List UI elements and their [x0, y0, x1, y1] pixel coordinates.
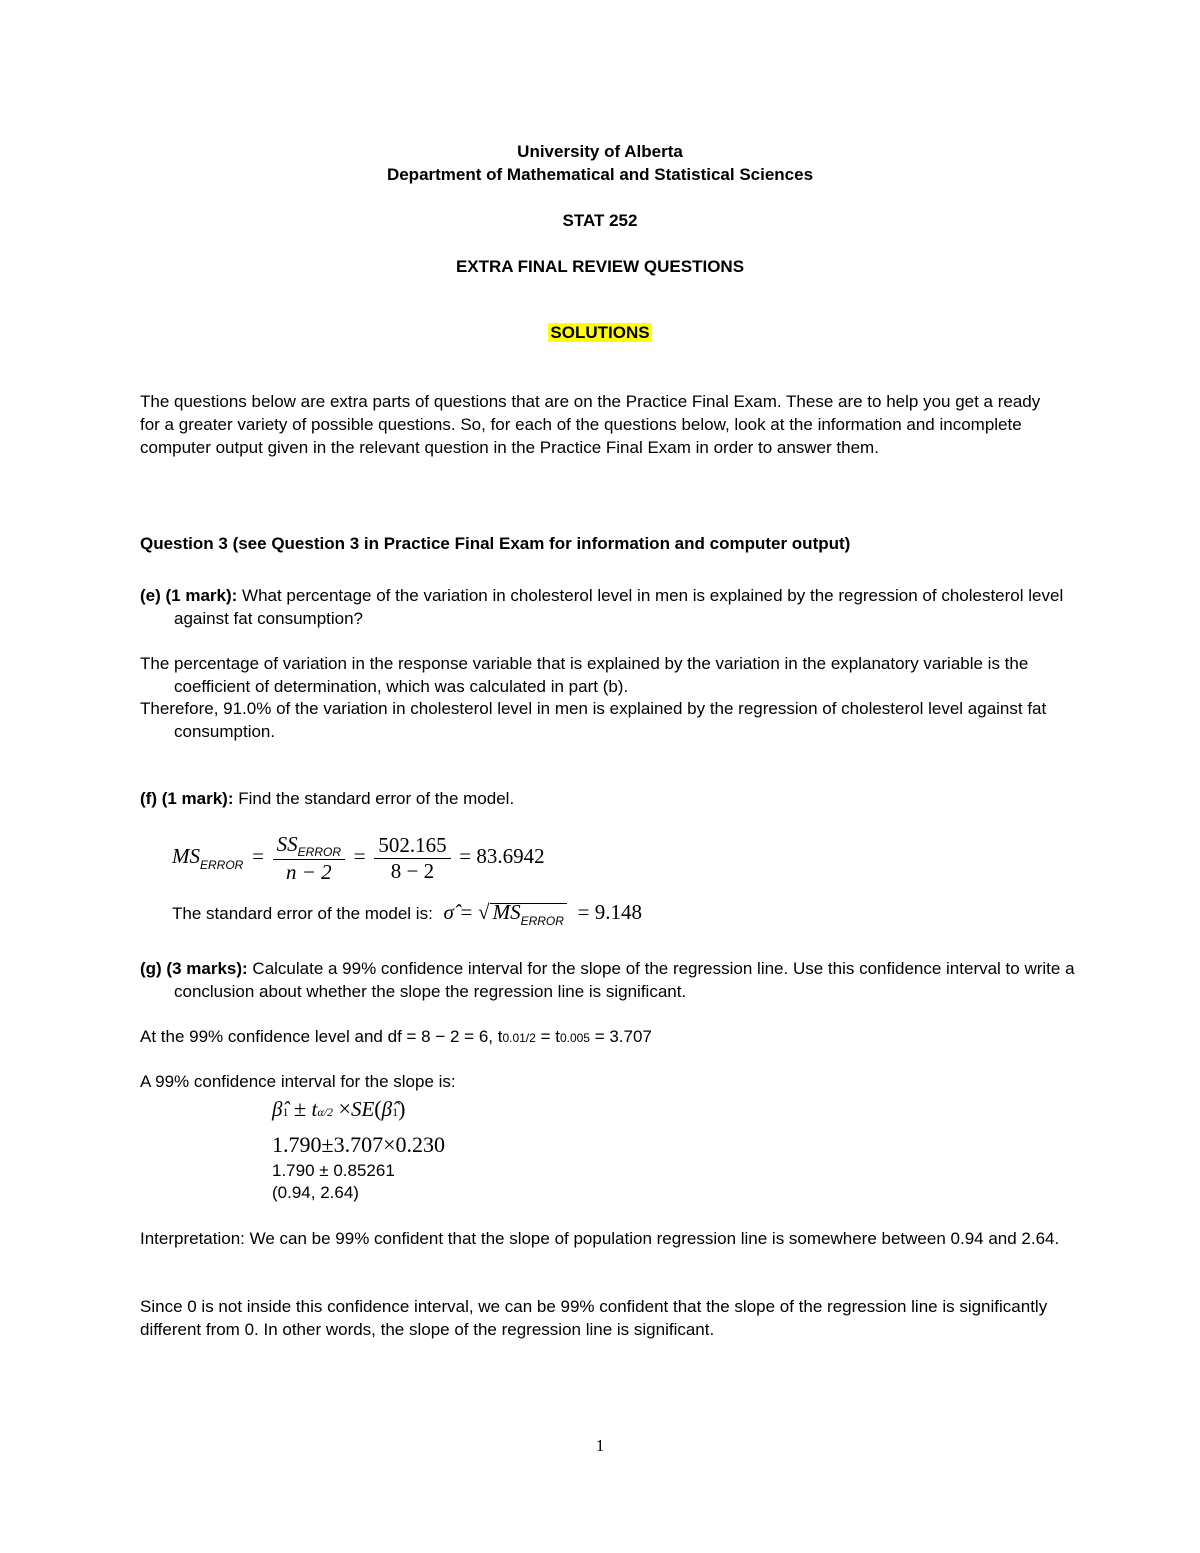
- part-e-answer-2: Therefore, 91.0% of the variation in cholesterol level in men is explained by the regression of cholesterol level against fat consumption.: [140, 699, 1047, 741]
- ss-subscript: ERROR: [297, 845, 341, 859]
- df-text-a: At the 99% confidence level and df = 8 − 2 = 6, t: [140, 1027, 503, 1046]
- df-text-b: = t: [535, 1027, 560, 1046]
- document-title: EXTRA FINAL REVIEW QUESTIONS: [455, 257, 745, 276]
- se-paren-close: ): [398, 1096, 406, 1121]
- interpretation-paragraph: Interpretation: We can be 99% confident that the slope of population regression line is somewhere between 0.94 and 2.64.: [140, 1229, 1060, 1248]
- se-result: = 9.148: [577, 900, 642, 924]
- part-e-label: (e) (1 mark):: [140, 586, 238, 605]
- course-code: STAT 252: [562, 211, 638, 230]
- beta-hat-2: β̂: [381, 1097, 393, 1121]
- part-g-question: [140, 957, 1094, 1003]
- sqrt-sign: √: [478, 900, 490, 924]
- equals-sign: =: [252, 843, 264, 868]
- sqrt-radicand: [490, 900, 567, 928]
- t-symbol: t: [311, 1097, 318, 1121]
- beta-sub-1: 1: [282, 1105, 289, 1119]
- ci-calc-2: 1.790 ± 0.85261: [272, 1161, 395, 1180]
- ms-symbol-2: MS: [492, 900, 521, 924]
- alpha-half: α/2: [317, 1105, 334, 1119]
- ms-subscript: ERROR: [200, 857, 244, 872]
- ms-subscript-2: ERROR: [520, 914, 564, 928]
- university-name: University of Alberta: [517, 142, 683, 161]
- part-f-label: (f) (1 mark):: [140, 789, 234, 808]
- page-number: 1: [595, 1436, 605, 1455]
- sigma-hat: σ̂ =: [443, 900, 474, 924]
- ci-intro: A 99% confidence interval for the slope is:: [140, 1072, 456, 1091]
- beta-sub-2: 1: [392, 1105, 399, 1119]
- ms-result: = 83.6942: [459, 843, 545, 868]
- part-f-question: [140, 787, 1060, 810]
- part-g-text: Calculate a 99% confidence interval for the slope of the regression line. Use this confidence interval to write a conclusion about whether the slope the regression line is significant.: [174, 959, 1075, 1001]
- df-text-c: = 3.707: [589, 1027, 652, 1046]
- ss-symbol: SS: [276, 832, 298, 856]
- part-e-question: [140, 584, 1094, 630]
- se-paren: (: [374, 1096, 382, 1121]
- fraction-denominator-2: 8 − 2: [374, 858, 450, 884]
- solutions-label: [0, 323, 1200, 343]
- department-name: Department of Mathematical and Statistical Sciences: [386, 165, 814, 184]
- plus-minus: ±: [293, 1096, 312, 1121]
- t-subscript-2: 0.005: [559, 1031, 590, 1045]
- intro-paragraph: The questions below are extra parts of questions that are on the Practice Final Exam. These are to help you get a ready for a greater variety of possible questions. So, for each of the questions below, look at the information and incomplete computer output given in the relevant question in the Practice Final Exam in order to answer them.: [140, 392, 1041, 457]
- solutions-highlight: SOLUTIONS: [550, 323, 650, 342]
- numeric-fraction: [374, 833, 450, 884]
- times-se: ×: [338, 1096, 351, 1121]
- ci-formula: [272, 1096, 405, 1122]
- fraction-denominator-1: n − 2: [273, 859, 345, 885]
- equals-sign-2: =: [353, 843, 366, 868]
- fraction-numerator-2: 502.165: [378, 833, 447, 857]
- conclusion-paragraph: Since 0 is not inside this confidence interval, we can be 99% confident that the slope of the regression line is significantly different from 0. In other words, the slope of the regression line is significant.: [140, 1297, 1048, 1339]
- question-3-heading: Question 3 (see Question 3 in Practice Final Exam for information and computer output): [140, 534, 851, 553]
- part-e-answer-1: The percentage of variation in the response variable that is explained by the variation in the explanatory variable is the coefficient of determination, which was calculated in part (b).: [140, 654, 1029, 696]
- part-g-label: (g) (3 marks):: [140, 959, 248, 978]
- standard-error-line: [172, 900, 642, 928]
- ci-calc-3: (0.94, 2.64): [272, 1183, 359, 1202]
- se-symbol: SE: [350, 1097, 375, 1121]
- part-f-text: Find the standard error of the model.: [233, 789, 515, 808]
- t-subscript-1: 0.01/2: [502, 1031, 536, 1045]
- beta-hat-1: β̂: [272, 1097, 283, 1121]
- ms-symbol: MS: [172, 843, 200, 868]
- se-text: The standard error of the model is:: [172, 904, 433, 923]
- ss-fraction: [273, 832, 345, 885]
- ms-error-equation: [172, 832, 545, 885]
- ci-calc-1: 1.790±3.707×0.230: [272, 1132, 445, 1157]
- part-e-text: What percentage of the variation in cholesterol level in men is explained by the regression of cholesterol level against fat consumption?: [174, 586, 1064, 628]
- df-line: [140, 1025, 1060, 1050]
